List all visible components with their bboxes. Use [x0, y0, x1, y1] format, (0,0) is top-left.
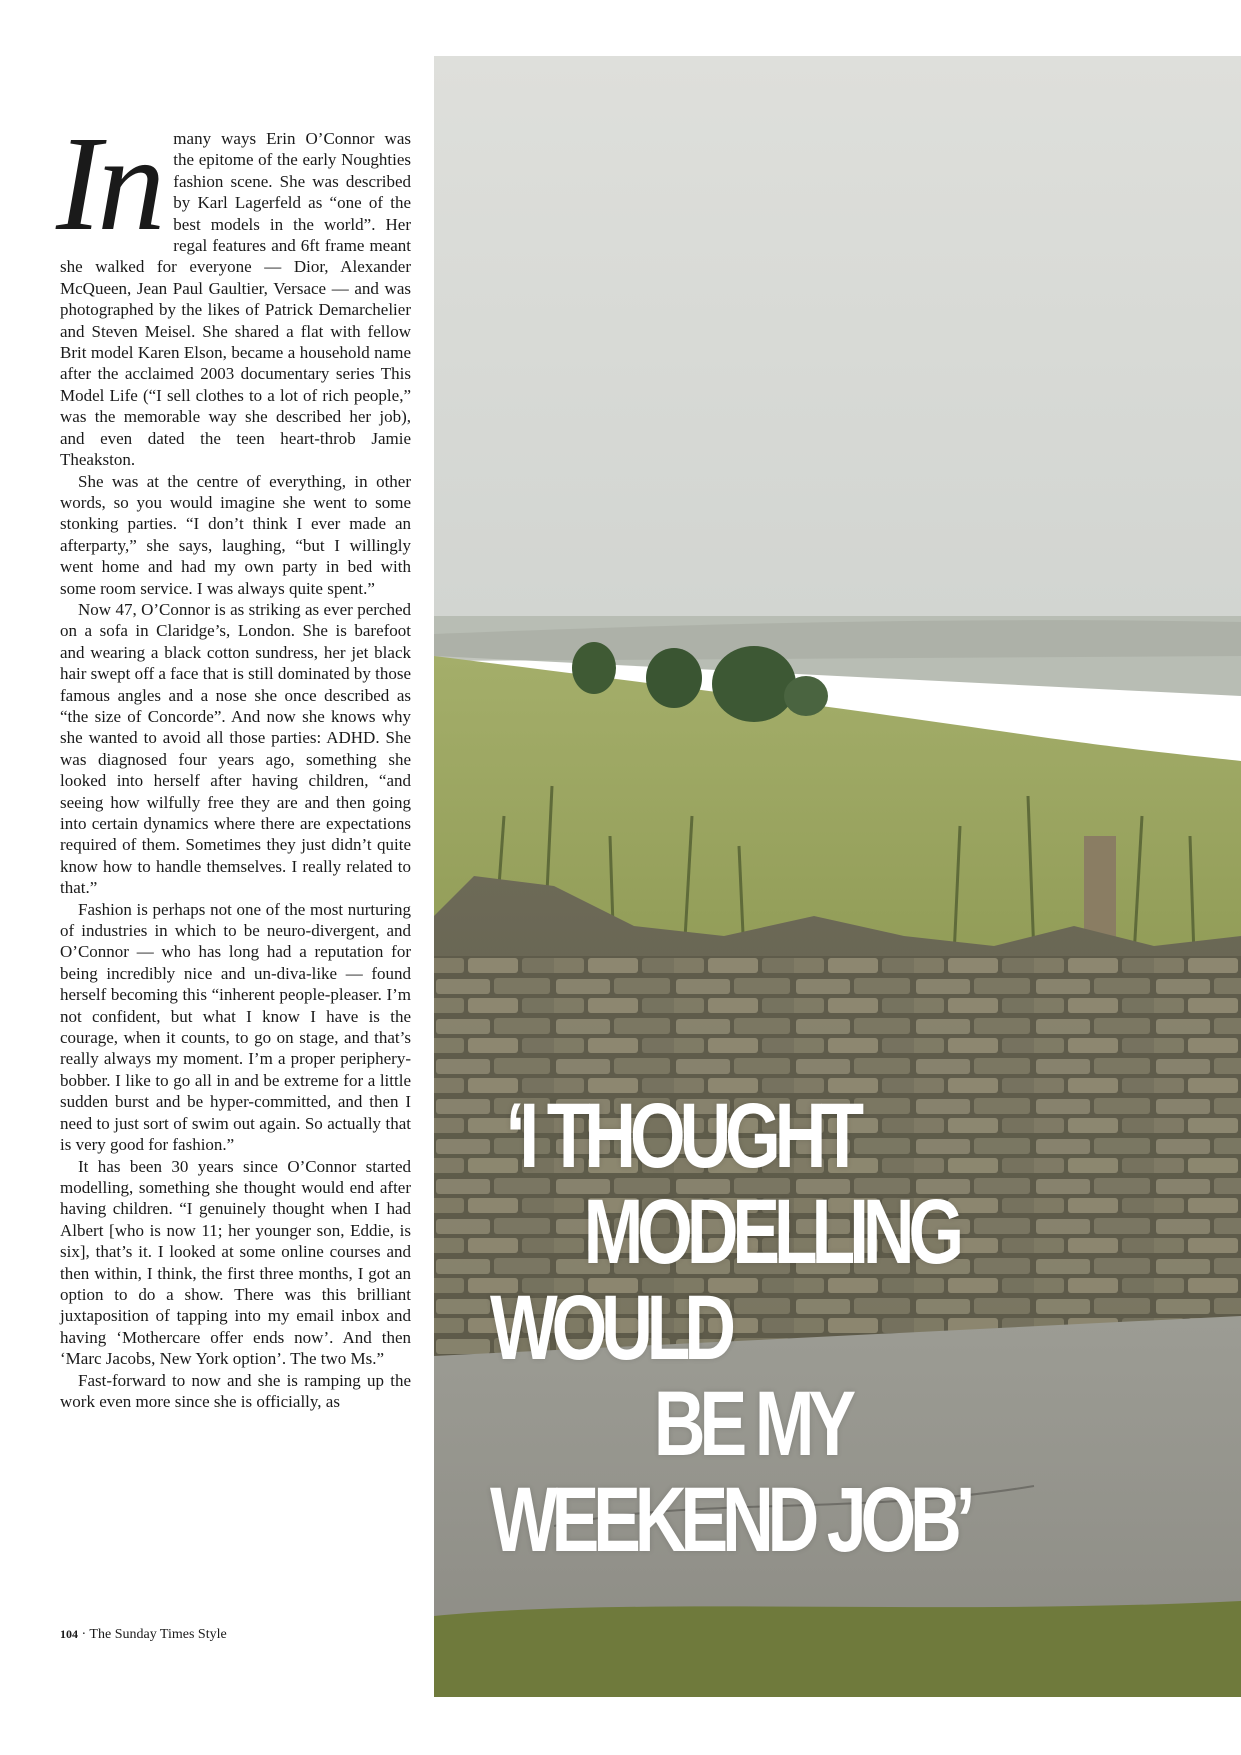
folio-separator: ·	[78, 1627, 90, 1642]
page-number: 104	[60, 1627, 78, 1641]
page-folio	[60, 1627, 227, 1643]
drop-cap: In	[56, 109, 162, 259]
pull-quote	[490, 1085, 970, 1571]
paragraph: Fashion is perhaps not one of the most nurturing of industries in which to be neuro-divergent, and O’Connor — who has long had a reputation for being incredibly nice and un-diva-like — found herself becoming this “inherent people-pleaser. I’m not confident, but what I know I have is the courage, when it counts, to go on stage, and that’s really always my moment. I’m a proper periphery-bobber. I like to go all in and be extreme for a little sudden burst and be hyper-committed, and then I need to just sort of swim out again. So actually that is very good for fashion.”	[60, 899, 411, 1155]
paragraph-text: many ways Erin O’Connor was the epitome of the early Noughties fashion scene. She was described by Karl Lagerfeld as “one of the best models in the world”. Her regal features and 6ft frame meant she walked for everyone — Dior, Alexander McQueen, Jean Paul Gaultier, Versace — and was photographed by the likes of Patrick Demarchelier and Steven Meisel. She shared a flat with fellow Brit model Karen Elson, became a household name after the acclaimed 2003 documentary series This Model Life (“I sell clothes to a lot of rich people,” was the memorable way she described her job), and even dated the teen heart-throb Jamie Theakston.	[60, 129, 411, 470]
pull-quote-line: BE MY	[653, 1373, 850, 1475]
paragraph	[56, 109, 411, 471]
pull-quote-line: WEEKEND JOB’	[490, 1469, 970, 1571]
article-body	[56, 109, 411, 1412]
pull-quote-line: MODELLING	[583, 1181, 958, 1283]
paragraph: She was at the centre of everything, in other words, so you would imagine she went to some stonking parties. “I don’t think I ever made an afterparty,” she says, laughing, “but I willingly went home and had my own party in bed with some room service. I was always quite spent.”	[60, 471, 411, 598]
pull-quote-line: WOULD	[490, 1277, 730, 1379]
paragraph: Fast-forward to now and she is ramping up the work even more since she is officially, as	[60, 1370, 411, 1411]
paragraph: It has been 30 years since O’Connor started modelling, something she thought would end after having children. “I genuinely thought when I had Albert [who is now 11; her younger son, Eddie, is six], that’s it. I looked at some online courses and then within, I think, the first three months, I got an option to do a show. There was this brilliant juxtaposition of tapping into my email inbox and having ‘Mothercare offer ends now’. And then ‘Marc Jacobs, New York option’. The two Ms.”	[60, 1156, 411, 1369]
pull-quote-line: ‘I THOUGHT	[505, 1085, 858, 1187]
paragraph: Now 47, O’Connor is as striking as ever perched on a sofa in Claridge’s, London. She is barefoot and wearing a black cotton sundress, her jet black hair swept off a face that is still dominated by those famous angles and a nose she once described as “the size of Concorde”. And now she knows why she wanted to avoid all those parties: ADHD. She was diagnosed four years ago, something she looked into herself after having children, “and seeing how wilfully free they are and then going into certain dynamics where there are expectations required of them. Sometimes they just didn’t quite know how to handle themselves. I really related to that.”	[60, 599, 411, 898]
publication-name: The Sunday Times Style	[89, 1627, 227, 1642]
